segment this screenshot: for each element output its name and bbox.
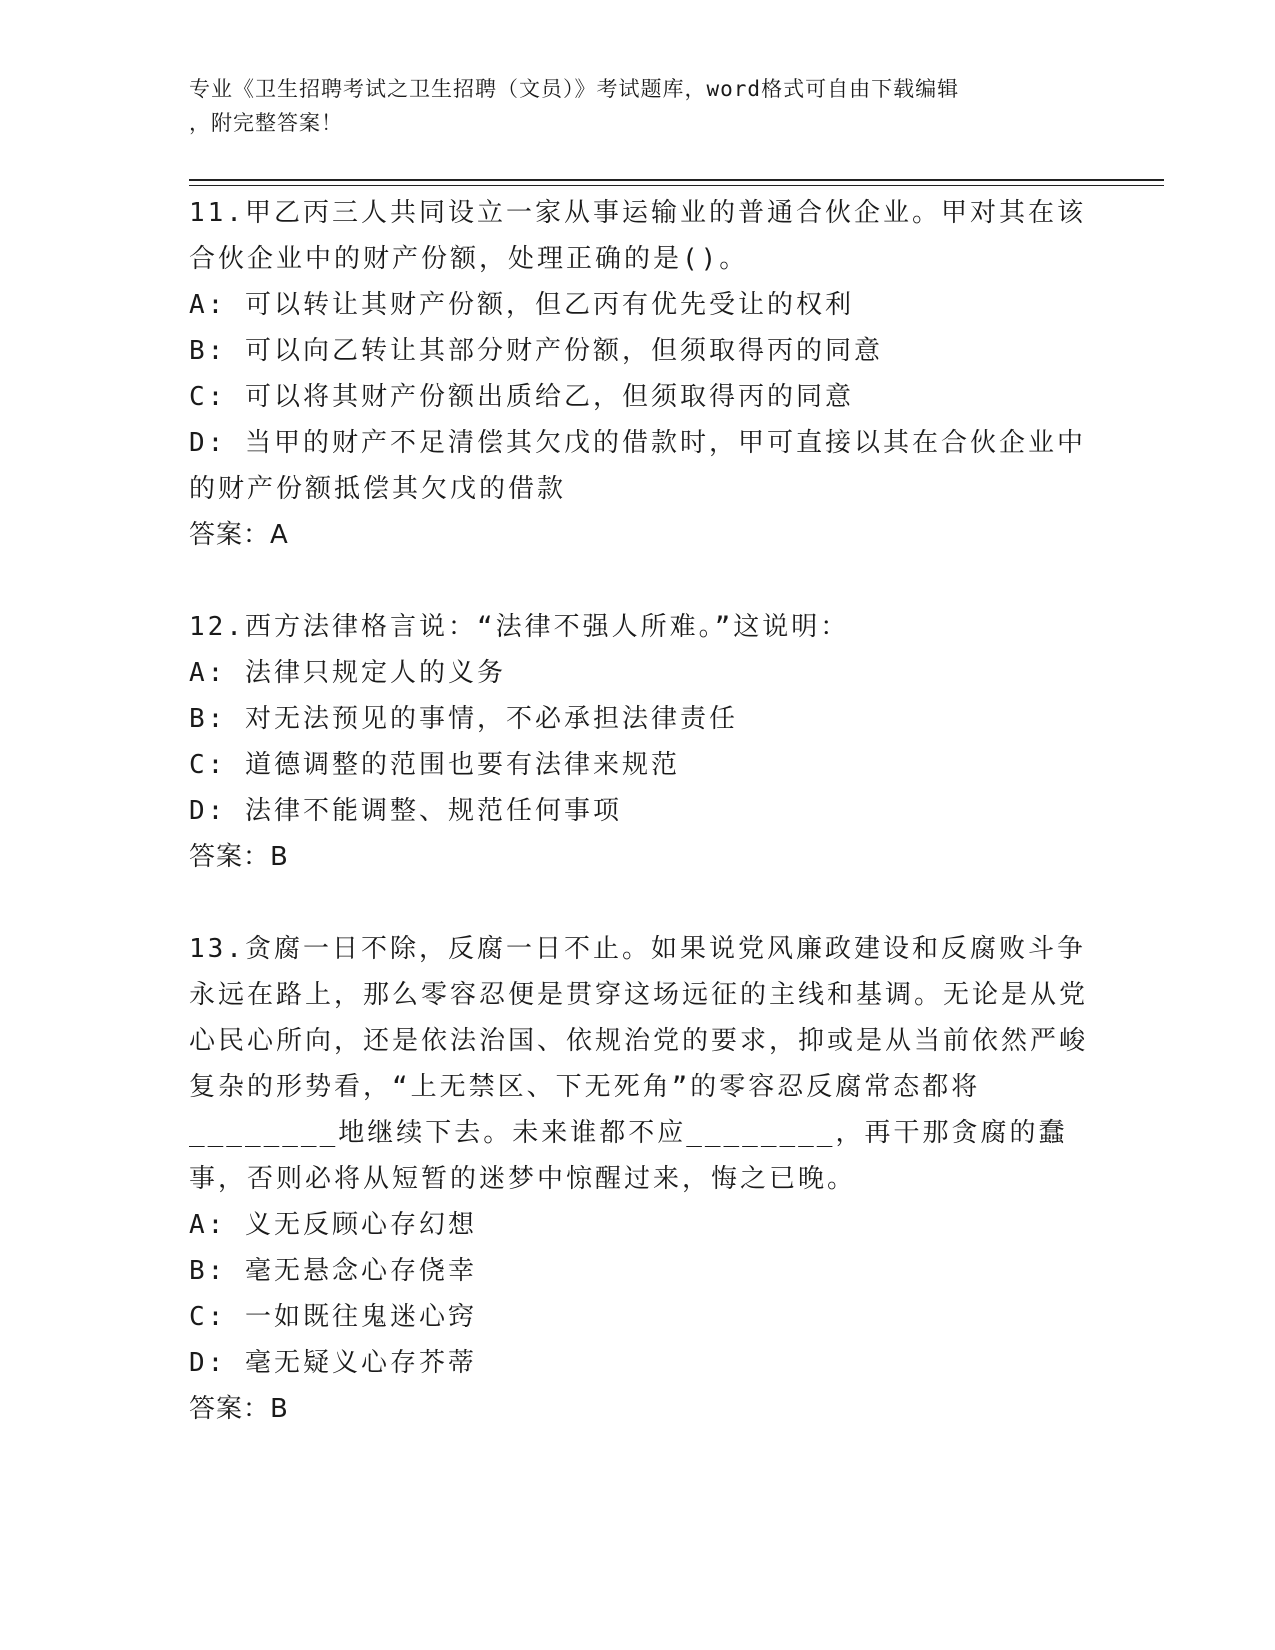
option-b: B: 可以向乙转让其部分财产份额，但须取得丙的同意 [189,336,883,366]
answer: 答案：B [189,842,289,872]
question-stem: 13.贪腐一日不除，反腐一日不止。如果说党风廉政建设和反腐败斗争永远在路上，那么零容忍便是贯穿这场远征的主线和基调。无论是从党心民心所向，还是依法治国、依规治党的要求，抑或是从当前依然严峻复杂的形势看，“上无禁区、下无死角”的零容忍反腐常态都将________地继续下去。未来谁都不应________，再干那贪腐的蠢事，否则必将从短暂的迷梦中惊醒过来，悔之已晚。 [189,934,1089,1194]
option-a: A: 可以转让其财产份额，但乙丙有优先受让的权利 [189,290,854,320]
question-11 [189,190,1089,558]
option-d: D: 当甲的财产不足清偿其欠戊的借款时，甲可直接以其在合伙企业中的财产份额抵偿其欠戊的借款 [189,428,1086,504]
header-divider-thick [189,179,1164,181]
header-line-1: 专业《卫生招聘考试之卫生招聘（文员）》考试题库，word格式可自由下载编辑 [189,77,960,101]
question-stem: 11.甲乙丙三人共同设立一家从事运输业的普通合伙企业。甲对其在该合伙企业中的财产份额，处理正确的是()。 [189,198,1086,274]
header-line-2: ，附完整答案！ [189,111,343,135]
answer: 答案：A [189,520,289,550]
option-c: C: 一如既往鬼迷心窍 [189,1302,477,1332]
option-b: B: 毫无悬念心存侥幸 [189,1256,477,1286]
option-b: B: 对无法预见的事情，不必承担法律责任 [189,704,738,734]
option-a: A: 法律只规定人的义务 [189,658,506,688]
answer: 答案：B [189,1394,289,1424]
option-c: C: 道德调整的范围也要有法律来规范 [189,750,680,780]
option-c: C: 可以将其财产份额出质给乙，但须取得丙的同意 [189,382,854,412]
question-list [189,190,1089,1432]
question-stem: 12.西方法律格言说：“法律不强人所难。”这说明： [189,612,850,642]
question-12 [189,604,1089,880]
header-divider-thin [189,185,1164,186]
option-d: D: 法律不能调整、规范任何事项 [189,796,622,826]
question-13 [189,926,1089,1432]
document-header [189,72,1089,140]
option-d: D: 毫无疑义心存芥蒂 [189,1348,477,1378]
option-a: A: 义无反顾心存幻想 [189,1210,477,1240]
